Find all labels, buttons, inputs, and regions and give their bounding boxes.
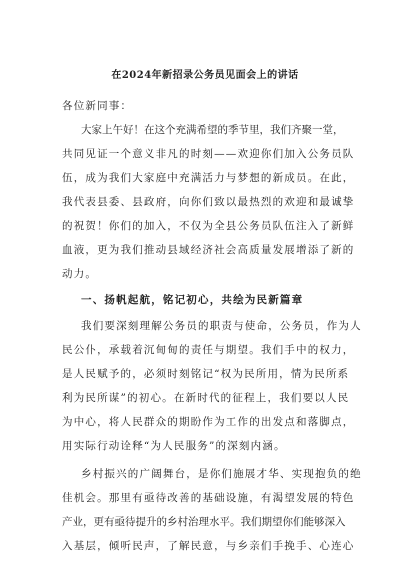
body-text-line: 产业，更有亟待提升的乡村治理水平。我们期望你们能够深入 [62, 516, 346, 528]
body-text-line: 动力。 [62, 268, 98, 280]
body-text-line: 利为民所谋”的初心。在新时代的征程上，我们要以人民 [62, 392, 350, 404]
body-text-line: 入基层，倾听民声，了解民意，与乡亲们手挽手、心连心 [62, 540, 355, 552]
body-text-line: 为中心，将人民群众的期盼作为工作的出发点和落脚点， [62, 416, 355, 428]
body-text-line: 伍，成为我们大家庭中充满活力与梦想的新成员。在此， [62, 172, 355, 184]
body-text-line: 佳机会。那里有亟待改善的基础设施，有渴望发展的特色 [62, 492, 355, 504]
body-text-line: 用实际行动诠释“为人民服务”的深刻内涵。 [62, 440, 286, 452]
body-text-line: 共同见证一个意义非凡的时刻——欢迎你们加入公务员队 [62, 148, 355, 160]
body-text-line: 我代表县委、县政府，向你们致以最热烈的欢迎和最诚挚 [62, 196, 355, 208]
body-text-line: 乡村振兴的广阔舞台，是你们施展才华、实现抱负的绝 [81, 468, 362, 480]
document-title: 在2024年新招录公务员见面会上的讲话 [111, 70, 299, 81]
body-text-line: 我们要深刻理解公务员的职责与使命，公务员，作为人 [81, 320, 362, 332]
body-text-line: 是人民赋予的，必须时刻铭记“权为民所用，情为民所系 [62, 368, 350, 380]
salutation: 各位新同事： [62, 100, 133, 112]
body-text-line: 血液，更为我们推动县域经济社会高质量发展增添了新的 [62, 244, 355, 256]
section-heading: 一、扬帆起航，铭记初心，共绘为民新篇章 [81, 294, 304, 306]
body-text-line: 民公仆，承载着沉甸甸的责任与期望。我们手中的权力， [62, 344, 355, 356]
body-text-line: 大家上午好！在这个充满希望的季节里，我们齐聚一堂， [81, 124, 344, 136]
body-text-line: 的祝贺！你们的加入，不仅为全县公务员队伍注入了新鲜 [62, 220, 355, 232]
